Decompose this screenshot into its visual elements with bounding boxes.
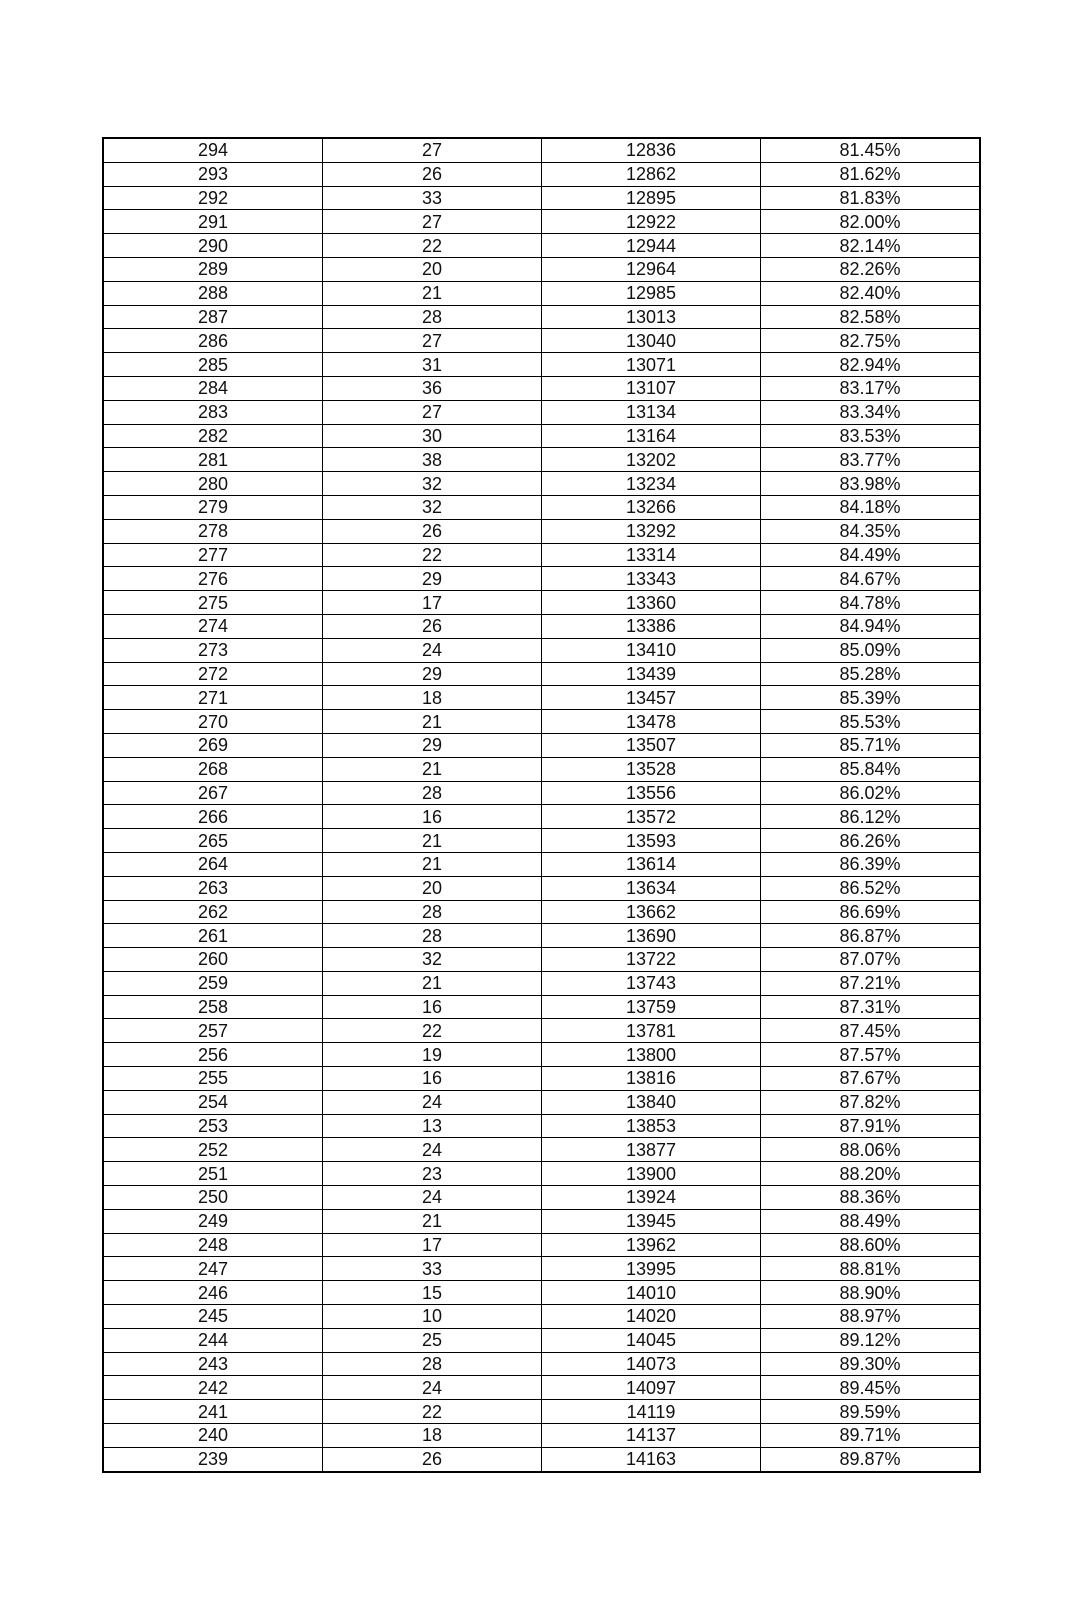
score-cell: 269	[104, 733, 323, 757]
cumulative-percent-cell: 85.39%	[761, 686, 980, 710]
count-cell: 32	[323, 948, 542, 972]
count-cell: 28	[323, 924, 542, 948]
cumulative-percent-cell: 88.97%	[761, 1305, 980, 1329]
table-row	[104, 495, 980, 519]
cumulative-count-cell: 12862	[542, 162, 761, 186]
count-cell: 28	[323, 1352, 542, 1376]
count-cell: 28	[323, 900, 542, 924]
score-cell: 241	[104, 1400, 323, 1424]
table-row	[104, 1328, 980, 1352]
cumulative-percent-cell: 81.83%	[761, 186, 980, 210]
count-cell: 27	[323, 210, 542, 234]
cumulative-count-cell: 13386	[542, 614, 761, 638]
count-cell: 26	[323, 162, 542, 186]
table-row	[104, 829, 980, 853]
score-cell: 244	[104, 1328, 323, 1352]
cumulative-percent-cell: 83.77%	[761, 448, 980, 472]
count-cell: 21	[323, 829, 542, 853]
table-row	[104, 733, 980, 757]
score-cell: 290	[104, 234, 323, 258]
table-row	[104, 971, 980, 995]
cumulative-percent-cell: 81.45%	[761, 139, 980, 163]
count-cell: 16	[323, 1067, 542, 1091]
cumulative-count-cell: 13314	[542, 543, 761, 567]
score-cell: 264	[104, 852, 323, 876]
table-row	[104, 852, 980, 876]
table-row	[104, 448, 980, 472]
cumulative-count-cell: 13457	[542, 686, 761, 710]
count-cell: 28	[323, 305, 542, 329]
table-row	[104, 1447, 980, 1471]
cumulative-count-cell: 12922	[542, 210, 761, 234]
table-row	[104, 305, 980, 329]
score-cell: 246	[104, 1281, 323, 1305]
cumulative-count-cell: 13556	[542, 781, 761, 805]
count-cell: 17	[323, 1233, 542, 1257]
cumulative-count-cell: 13900	[542, 1162, 761, 1186]
cumulative-count-cell: 13528	[542, 757, 761, 781]
score-cell: 255	[104, 1067, 323, 1091]
count-cell: 36	[323, 376, 542, 400]
score-cell: 258	[104, 995, 323, 1019]
cumulative-percent-cell: 83.53%	[761, 424, 980, 448]
score-cell: 271	[104, 686, 323, 710]
cumulative-count-cell: 13690	[542, 924, 761, 948]
cumulative-percent-cell: 85.84%	[761, 757, 980, 781]
cumulative-count-cell: 13853	[542, 1114, 761, 1138]
cumulative-count-cell: 13945	[542, 1209, 761, 1233]
cumulative-percent-cell: 84.94%	[761, 614, 980, 638]
cumulative-percent-cell: 84.49%	[761, 543, 980, 567]
cumulative-count-cell: 13478	[542, 710, 761, 734]
cumulative-percent-cell: 86.02%	[761, 781, 980, 805]
table-row	[104, 1376, 980, 1400]
table-row	[104, 234, 980, 258]
score-cell: 268	[104, 757, 323, 781]
table-row	[104, 1233, 980, 1257]
cumulative-count-cell: 14073	[542, 1352, 761, 1376]
score-cell: 289	[104, 257, 323, 281]
count-cell: 21	[323, 757, 542, 781]
count-cell: 22	[323, 234, 542, 258]
score-cell: 249	[104, 1209, 323, 1233]
table-row	[104, 662, 980, 686]
cumulative-count-cell: 13134	[542, 400, 761, 424]
count-cell: 24	[323, 1090, 542, 1114]
count-cell: 26	[323, 614, 542, 638]
score-cell: 286	[104, 329, 323, 353]
cumulative-count-cell: 13266	[542, 495, 761, 519]
score-cell: 247	[104, 1257, 323, 1281]
count-cell: 26	[323, 519, 542, 543]
count-cell: 16	[323, 805, 542, 829]
cumulative-percent-cell: 88.36%	[761, 1186, 980, 1210]
cumulative-percent-cell: 87.07%	[761, 948, 980, 972]
count-cell: 15	[323, 1281, 542, 1305]
cumulative-percent-cell: 85.09%	[761, 638, 980, 662]
cumulative-count-cell: 13840	[542, 1090, 761, 1114]
score-cell: 280	[104, 472, 323, 496]
cumulative-count-cell: 14097	[542, 1376, 761, 1400]
count-cell: 24	[323, 1138, 542, 1162]
score-cell: 279	[104, 495, 323, 519]
score-cell: 240	[104, 1424, 323, 1448]
cumulative-percent-cell: 81.62%	[761, 162, 980, 186]
score-cell: 261	[104, 924, 323, 948]
score-cell: 263	[104, 876, 323, 900]
cumulative-count-cell: 13995	[542, 1257, 761, 1281]
cumulative-count-cell: 13662	[542, 900, 761, 924]
score-cell: 277	[104, 543, 323, 567]
table-row	[104, 329, 980, 353]
cumulative-count-cell: 13439	[542, 662, 761, 686]
cumulative-count-cell: 13360	[542, 591, 761, 615]
cumulative-percent-cell: 84.78%	[761, 591, 980, 615]
count-cell: 22	[323, 1019, 542, 1043]
cumulative-count-cell: 13013	[542, 305, 761, 329]
cumulative-count-cell: 12836	[542, 139, 761, 163]
score-cell: 284	[104, 376, 323, 400]
table-row	[104, 1352, 980, 1376]
cumulative-percent-cell: 87.31%	[761, 995, 980, 1019]
score-cell: 245	[104, 1305, 323, 1329]
score-cell: 293	[104, 162, 323, 186]
score-cell: 259	[104, 971, 323, 995]
cumulative-count-cell: 13634	[542, 876, 761, 900]
cumulative-percent-cell: 82.00%	[761, 210, 980, 234]
cumulative-count-cell: 13040	[542, 329, 761, 353]
score-cell: 270	[104, 710, 323, 734]
cumulative-count-cell: 13722	[542, 948, 761, 972]
count-cell: 31	[323, 353, 542, 377]
cumulative-percent-cell: 86.69%	[761, 900, 980, 924]
cumulative-percent-cell: 82.26%	[761, 257, 980, 281]
cumulative-percent-cell: 82.94%	[761, 353, 980, 377]
cumulative-count-cell: 13800	[542, 1043, 761, 1067]
cumulative-count-cell: 13962	[542, 1233, 761, 1257]
cumulative-percent-cell: 84.67%	[761, 567, 980, 591]
cumulative-percent-cell: 85.53%	[761, 710, 980, 734]
score-cell: 281	[104, 448, 323, 472]
count-cell: 10	[323, 1305, 542, 1329]
score-cell: 266	[104, 805, 323, 829]
cumulative-count-cell: 14137	[542, 1424, 761, 1448]
table-row	[104, 1090, 980, 1114]
table-row	[104, 139, 980, 163]
count-cell: 33	[323, 1257, 542, 1281]
cumulative-count-cell: 13759	[542, 995, 761, 1019]
count-cell: 18	[323, 686, 542, 710]
cumulative-count-cell: 13234	[542, 472, 761, 496]
table-row	[104, 591, 980, 615]
table-row	[104, 257, 980, 281]
cumulative-percent-cell: 89.30%	[761, 1352, 980, 1376]
count-cell: 22	[323, 1400, 542, 1424]
score-cell: 274	[104, 614, 323, 638]
cumulative-count-cell: 13781	[542, 1019, 761, 1043]
table-row	[104, 710, 980, 734]
cumulative-percent-cell: 89.45%	[761, 1376, 980, 1400]
cumulative-count-cell: 13816	[542, 1067, 761, 1091]
score-cell: 272	[104, 662, 323, 686]
cumulative-percent-cell: 82.14%	[761, 234, 980, 258]
count-cell: 22	[323, 543, 542, 567]
count-cell: 23	[323, 1162, 542, 1186]
count-cell: 27	[323, 329, 542, 353]
table-row	[104, 1281, 980, 1305]
count-cell: 25	[323, 1328, 542, 1352]
score-cell: 265	[104, 829, 323, 853]
table-row	[104, 424, 980, 448]
cumulative-count-cell: 13924	[542, 1186, 761, 1210]
count-cell: 21	[323, 281, 542, 305]
cumulative-percent-cell: 83.34%	[761, 400, 980, 424]
count-cell: 20	[323, 876, 542, 900]
table-row	[104, 519, 980, 543]
cumulative-percent-cell: 88.06%	[761, 1138, 980, 1162]
table-row	[104, 1019, 980, 1043]
table-row	[104, 400, 980, 424]
table-row	[104, 567, 980, 591]
cumulative-count-cell: 13743	[542, 971, 761, 995]
score-cell: 253	[104, 1114, 323, 1138]
cumulative-percent-cell: 89.12%	[761, 1328, 980, 1352]
score-cell: 282	[104, 424, 323, 448]
cumulative-count-cell: 13071	[542, 353, 761, 377]
score-cell: 248	[104, 1233, 323, 1257]
score-cell: 250	[104, 1186, 323, 1210]
count-cell: 27	[323, 400, 542, 424]
table-row	[104, 900, 980, 924]
cumulative-percent-cell: 87.67%	[761, 1067, 980, 1091]
score-cell: 291	[104, 210, 323, 234]
cumulative-count-cell: 12944	[542, 234, 761, 258]
count-cell: 32	[323, 472, 542, 496]
cumulative-count-cell: 13107	[542, 376, 761, 400]
cumulative-percent-cell: 86.26%	[761, 829, 980, 853]
score-table	[103, 138, 980, 1472]
score-cell: 243	[104, 1352, 323, 1376]
score-table-body	[104, 139, 980, 1472]
cumulative-percent-cell: 83.98%	[761, 472, 980, 496]
table-row	[104, 1138, 980, 1162]
cumulative-percent-cell: 88.60%	[761, 1233, 980, 1257]
table-row	[104, 353, 980, 377]
count-cell: 29	[323, 567, 542, 591]
score-cell: 273	[104, 638, 323, 662]
table-row	[104, 1424, 980, 1448]
cumulative-percent-cell: 87.82%	[761, 1090, 980, 1114]
cumulative-percent-cell: 88.90%	[761, 1281, 980, 1305]
score-cell: 251	[104, 1162, 323, 1186]
table-row	[104, 376, 980, 400]
cumulative-count-cell: 13164	[542, 424, 761, 448]
count-cell: 24	[323, 638, 542, 662]
cumulative-percent-cell: 89.71%	[761, 1424, 980, 1448]
cumulative-count-cell: 13507	[542, 733, 761, 757]
cumulative-percent-cell: 86.39%	[761, 852, 980, 876]
table-row	[104, 543, 980, 567]
score-cell: 276	[104, 567, 323, 591]
count-cell: 21	[323, 710, 542, 734]
table-row	[104, 1043, 980, 1067]
table-row	[104, 1067, 980, 1091]
cumulative-percent-cell: 89.59%	[761, 1400, 980, 1424]
cumulative-count-cell: 14020	[542, 1305, 761, 1329]
count-cell: 21	[323, 852, 542, 876]
table-row	[104, 281, 980, 305]
score-cell: 294	[104, 139, 323, 163]
table-row	[104, 1162, 980, 1186]
cumulative-percent-cell: 85.28%	[761, 662, 980, 686]
cumulative-count-cell: 12985	[542, 281, 761, 305]
cumulative-percent-cell: 86.12%	[761, 805, 980, 829]
cumulative-percent-cell: 86.52%	[761, 876, 980, 900]
cumulative-count-cell: 13292	[542, 519, 761, 543]
table-row	[104, 1114, 980, 1138]
score-cell: 239	[104, 1447, 323, 1471]
cumulative-percent-cell: 87.21%	[761, 971, 980, 995]
cumulative-count-cell: 13593	[542, 829, 761, 853]
table-row	[104, 805, 980, 829]
cumulative-count-cell: 14163	[542, 1447, 761, 1471]
score-cell: 256	[104, 1043, 323, 1067]
cumulative-count-cell: 13410	[542, 638, 761, 662]
score-cell: 254	[104, 1090, 323, 1114]
cumulative-percent-cell: 82.75%	[761, 329, 980, 353]
table-row	[104, 1257, 980, 1281]
cumulative-percent-cell: 87.91%	[761, 1114, 980, 1138]
score-cell: 285	[104, 353, 323, 377]
table-row	[104, 757, 980, 781]
count-cell: 21	[323, 1209, 542, 1233]
count-cell: 29	[323, 733, 542, 757]
count-cell: 32	[323, 495, 542, 519]
table-row	[104, 876, 980, 900]
cumulative-count-cell: 12964	[542, 257, 761, 281]
table-row	[104, 1209, 980, 1233]
cumulative-percent-cell: 84.18%	[761, 495, 980, 519]
table-row	[104, 614, 980, 638]
count-cell: 38	[323, 448, 542, 472]
table-row	[104, 995, 980, 1019]
table-row	[104, 638, 980, 662]
cumulative-count-cell: 13343	[542, 567, 761, 591]
cumulative-percent-cell: 82.40%	[761, 281, 980, 305]
cumulative-percent-cell: 87.45%	[761, 1019, 980, 1043]
cumulative-count-cell: 13614	[542, 852, 761, 876]
count-cell: 28	[323, 781, 542, 805]
score-cell: 257	[104, 1019, 323, 1043]
score-cell: 260	[104, 948, 323, 972]
count-cell: 24	[323, 1186, 542, 1210]
score-cell: 262	[104, 900, 323, 924]
cumulative-percent-cell: 84.35%	[761, 519, 980, 543]
table-row	[104, 210, 980, 234]
score-cell: 275	[104, 591, 323, 615]
count-cell: 20	[323, 257, 542, 281]
table-row	[104, 686, 980, 710]
cumulative-count-cell: 14010	[542, 1281, 761, 1305]
cumulative-percent-cell: 82.58%	[761, 305, 980, 329]
count-cell: 17	[323, 591, 542, 615]
count-cell: 33	[323, 186, 542, 210]
table-row	[104, 186, 980, 210]
table-row	[104, 472, 980, 496]
score-cell: 267	[104, 781, 323, 805]
cumulative-percent-cell: 83.17%	[761, 376, 980, 400]
cumulative-percent-cell: 88.20%	[761, 1162, 980, 1186]
score-cell: 242	[104, 1376, 323, 1400]
cumulative-percent-cell: 86.87%	[761, 924, 980, 948]
count-cell: 27	[323, 139, 542, 163]
cumulative-percent-cell: 89.87%	[761, 1447, 980, 1471]
count-cell: 19	[323, 1043, 542, 1067]
cumulative-percent-cell: 88.81%	[761, 1257, 980, 1281]
cumulative-count-cell: 14119	[542, 1400, 761, 1424]
cumulative-percent-cell: 88.49%	[761, 1209, 980, 1233]
table-row	[104, 781, 980, 805]
table-row	[104, 1186, 980, 1210]
count-cell: 30	[323, 424, 542, 448]
cumulative-count-cell: 13572	[542, 805, 761, 829]
table-row	[104, 948, 980, 972]
cumulative-count-cell: 13877	[542, 1138, 761, 1162]
count-cell: 29	[323, 662, 542, 686]
score-cell: 287	[104, 305, 323, 329]
cumulative-count-cell: 13202	[542, 448, 761, 472]
count-cell: 26	[323, 1447, 542, 1471]
table-row	[104, 924, 980, 948]
cumulative-count-cell: 12895	[542, 186, 761, 210]
count-cell: 24	[323, 1376, 542, 1400]
score-cell: 292	[104, 186, 323, 210]
count-cell: 18	[323, 1424, 542, 1448]
count-cell: 13	[323, 1114, 542, 1138]
cumulative-percent-cell: 85.71%	[761, 733, 980, 757]
table-row	[104, 162, 980, 186]
cumulative-count-cell: 14045	[542, 1328, 761, 1352]
cumulative-percent-cell: 87.57%	[761, 1043, 980, 1067]
count-cell: 21	[323, 971, 542, 995]
table-row	[104, 1400, 980, 1424]
count-cell: 16	[323, 995, 542, 1019]
score-cell: 278	[104, 519, 323, 543]
score-cell: 288	[104, 281, 323, 305]
score-cell: 252	[104, 1138, 323, 1162]
table-row	[104, 1305, 980, 1329]
score-cell: 283	[104, 400, 323, 424]
